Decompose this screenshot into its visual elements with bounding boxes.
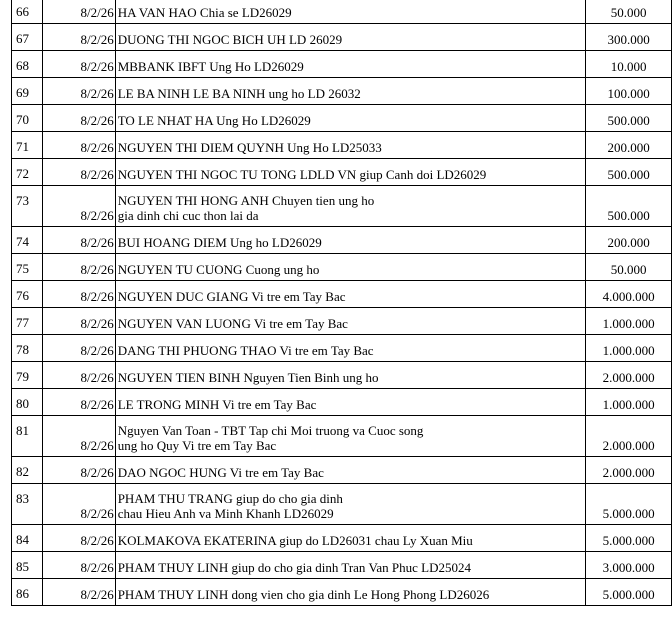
row-number: 78 (12, 335, 43, 362)
table-row (12, 159, 672, 186)
row-description (115, 132, 585, 159)
row-amount: 100.000 (586, 78, 672, 105)
description-line: MBBANK IBFT Ung Ho LD26029 (117, 59, 304, 74)
row-number: 81 (12, 416, 43, 457)
row-amount: 50.000 (586, 254, 672, 281)
row-date: 8/2/26 (42, 389, 115, 416)
row-amount: 5.000.000 (586, 525, 672, 552)
table-row (12, 362, 672, 389)
description-line: NGUYEN TIEN BINH Nguyen Tien Binh ung ho (117, 370, 379, 385)
description-line: LE BA NINH LE BA NINH ung ho LD 26032 (117, 86, 361, 101)
description-line: PHAM THU TRANG giup do cho gia dinh (117, 491, 343, 506)
row-date: 8/2/26 (42, 254, 115, 281)
description-line: DAO NGOC HUNG Vi tre em Tay Bac (117, 465, 324, 480)
row-number: 77 (12, 308, 43, 335)
row-number: 71 (12, 132, 43, 159)
donation-table-body (12, 0, 672, 606)
row-number: 76 (12, 281, 43, 308)
description-line: LE TRONG MINH Vi tre em Tay Bac (117, 397, 317, 412)
row-description (115, 484, 585, 525)
table-row (12, 254, 672, 281)
row-number: 74 (12, 227, 43, 254)
description-line: Nguyen Van Toan - TBT Tap chi Moi truong va Cuoc song (117, 423, 424, 438)
row-number: 66 (12, 0, 43, 24)
row-amount: 5.000.000 (586, 579, 672, 606)
table-row (12, 186, 672, 227)
row-number: 80 (12, 389, 43, 416)
row-description (115, 105, 585, 132)
row-amount: 200.000 (586, 132, 672, 159)
row-description (115, 525, 585, 552)
row-number: 68 (12, 51, 43, 78)
row-number: 73 (12, 186, 43, 227)
donation-table (11, 0, 672, 606)
description-line: ung ho Quy Vi tre em Tay Bac (117, 438, 277, 453)
description-line: NGUYEN THI DIEM QUYNH Ung Ho LD25033 (117, 140, 382, 155)
table-row (12, 51, 672, 78)
row-description (115, 308, 585, 335)
row-date: 8/2/26 (42, 335, 115, 362)
row-date: 8/2/26 (42, 484, 115, 525)
row-amount: 50.000 (586, 0, 672, 24)
row-date: 8/2/26 (42, 457, 115, 484)
row-date: 8/2/26 (42, 0, 115, 24)
table-row (12, 335, 672, 362)
row-number: 84 (12, 525, 43, 552)
row-amount: 1.000.000 (586, 335, 672, 362)
row-date: 8/2/26 (42, 105, 115, 132)
table-row (12, 281, 672, 308)
description-line: DUONG THI NGOC BICH UH LD 26029 (117, 32, 343, 47)
row-date: 8/2/26 (42, 416, 115, 457)
row-description (115, 389, 585, 416)
row-description (115, 0, 585, 24)
row-description (115, 416, 585, 457)
row-description (115, 281, 585, 308)
row-date: 8/2/26 (42, 51, 115, 78)
row-amount: 500.000 (586, 105, 672, 132)
description-line: chau Hieu Anh va Minh Khanh LD26029 (117, 506, 334, 521)
row-number: 86 (12, 579, 43, 606)
row-number: 79 (12, 362, 43, 389)
row-amount: 500.000 (586, 159, 672, 186)
row-amount: 3.000.000 (586, 552, 672, 579)
table-row (12, 227, 672, 254)
table-row (12, 579, 672, 606)
description-line: PHAM THUY LINH giup do cho gia dinh Tran Van Phuc LD25024 (117, 560, 471, 575)
row-date: 8/2/26 (42, 78, 115, 105)
row-description (115, 457, 585, 484)
table-row (12, 525, 672, 552)
row-description (115, 78, 585, 105)
row-amount: 300.000 (586, 24, 672, 51)
description-line: NGUYEN TU CUONG Cuong ung ho (117, 262, 320, 277)
table-row (12, 0, 672, 24)
description-line: NGUYEN THI NGOC TU TONG LDLD VN giup Canh doi LD26029 (117, 167, 487, 182)
row-date: 8/2/26 (42, 525, 115, 552)
description-line: HA VAN HAO Chia se LD26029 (117, 5, 292, 20)
row-description (115, 552, 585, 579)
row-date: 8/2/26 (42, 227, 115, 254)
table-row (12, 308, 672, 335)
row-number: 70 (12, 105, 43, 132)
row-number: 75 (12, 254, 43, 281)
row-description (115, 254, 585, 281)
row-description (115, 24, 585, 51)
row-number: 82 (12, 457, 43, 484)
row-number: 83 (12, 484, 43, 525)
row-description (115, 51, 585, 78)
row-amount: 10.000 (586, 51, 672, 78)
row-amount: 2.000.000 (586, 416, 672, 457)
row-date: 8/2/26 (42, 132, 115, 159)
description-line: KOLMAKOVA EKATERINA giup do LD26031 chau Ly Xuan Miu (117, 533, 473, 548)
row-amount: 1.000.000 (586, 389, 672, 416)
row-number: 72 (12, 159, 43, 186)
row-description (115, 159, 585, 186)
table-row (12, 132, 672, 159)
row-description (115, 362, 585, 389)
description-line: PHAM THUY LINH dong vien cho gia dinh Le Hong Phong LD26026 (117, 587, 490, 602)
description-line: gia dinh chi cuc thon lai da (117, 208, 259, 223)
row-date: 8/2/26 (42, 552, 115, 579)
row-amount: 2.000.000 (586, 362, 672, 389)
row-amount: 500.000 (586, 186, 672, 227)
row-description (115, 186, 585, 227)
description-line: BUI HOANG DIEM Ung ho LD26029 (117, 235, 322, 250)
row-date: 8/2/26 (42, 281, 115, 308)
row-date: 8/2/26 (42, 579, 115, 606)
description-line: TO LE NHAT HA Ung Ho LD26029 (117, 113, 311, 128)
table-row (12, 105, 672, 132)
row-date: 8/2/26 (42, 362, 115, 389)
row-number: 67 (12, 24, 43, 51)
table-row (12, 389, 672, 416)
table-row (12, 552, 672, 579)
table-row (12, 24, 672, 51)
row-date: 8/2/26 (42, 24, 115, 51)
row-amount: 1.000.000 (586, 308, 672, 335)
row-number: 85 (12, 552, 43, 579)
row-amount: 2.000.000 (586, 457, 672, 484)
description-line: DANG THI PHUONG THAO Vi tre em Tay Bac (117, 343, 374, 358)
row-number: 69 (12, 78, 43, 105)
row-date: 8/2/26 (42, 186, 115, 227)
table-row (12, 78, 672, 105)
description-line: NGUYEN THI HONG ANH Chuyen tien ung ho (117, 193, 375, 208)
description-line: NGUYEN DUC GIANG Vi tre em Tay Bac (117, 289, 346, 304)
table-row (12, 457, 672, 484)
row-date: 8/2/26 (42, 159, 115, 186)
row-description (115, 579, 585, 606)
description-line: NGUYEN VAN LUONG Vi tre em Tay Bac (117, 316, 348, 331)
row-date: 8/2/26 (42, 308, 115, 335)
row-amount: 4.000.000 (586, 281, 672, 308)
row-amount: 5.000.000 (586, 484, 672, 525)
table-row (12, 416, 672, 457)
table-row (12, 484, 672, 525)
row-description (115, 227, 585, 254)
row-amount: 200.000 (586, 227, 672, 254)
row-description (115, 335, 585, 362)
